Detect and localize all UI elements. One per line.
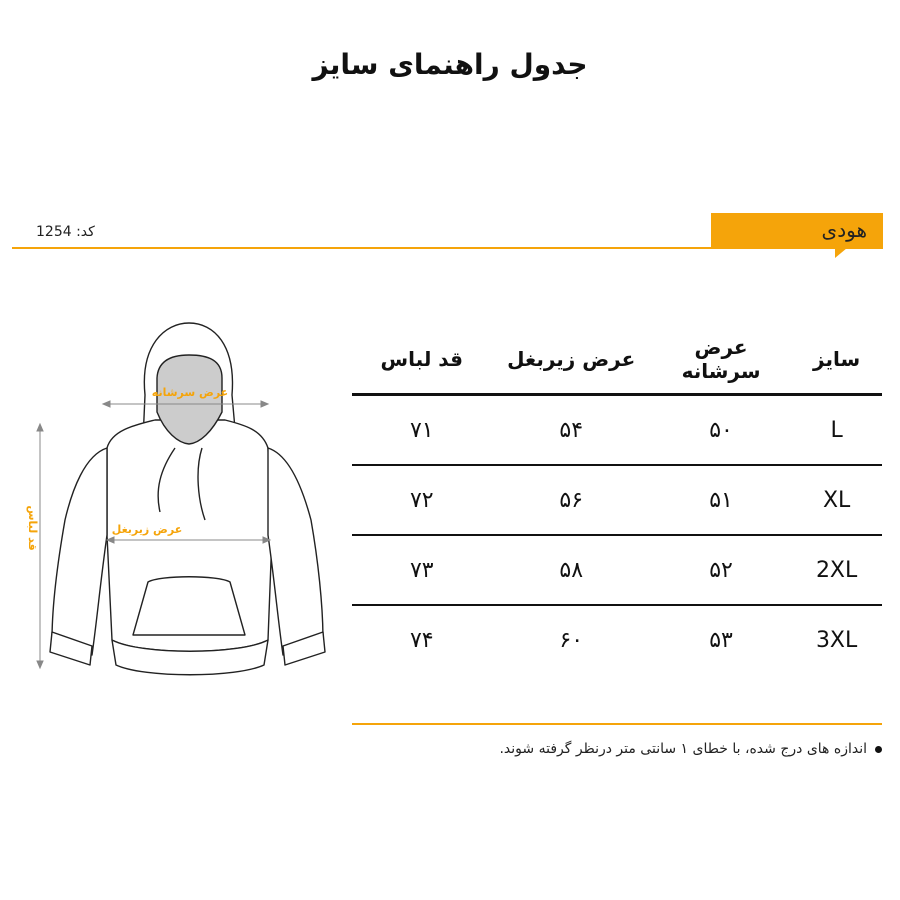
product-tab bbox=[711, 213, 883, 248]
product-code-label: کد: bbox=[76, 224, 95, 240]
product-tab-tail bbox=[835, 248, 847, 258]
cell-size: XL bbox=[791, 465, 882, 535]
size-table bbox=[352, 325, 882, 674]
cell-size: L bbox=[791, 395, 882, 466]
header-shoulder: عرض سرشانه bbox=[681, 335, 761, 383]
table-row bbox=[352, 395, 882, 466]
cell-size: 2XL bbox=[791, 535, 882, 605]
cell-length: ۷۱ bbox=[352, 395, 492, 466]
length-arrow-top bbox=[37, 424, 43, 431]
cell-chest: ۵۶ bbox=[492, 465, 651, 535]
hoodie-diagram bbox=[0, 300, 340, 700]
product-code-value: 1254 bbox=[36, 224, 72, 240]
shoulder-arrow-right bbox=[261, 401, 268, 407]
bullet-icon bbox=[875, 746, 882, 753]
header-chest: عرض زیربغل bbox=[507, 347, 636, 371]
length-label: قد لباس bbox=[26, 505, 39, 551]
table-row bbox=[352, 465, 882, 535]
left-sleeve bbox=[52, 448, 107, 655]
note-text: اندازه های درج شده، با خطای ۱ سانتی متر درنظر گرفته شوند. bbox=[499, 741, 867, 757]
table-row bbox=[352, 605, 882, 674]
length-arrow-bottom bbox=[37, 661, 43, 668]
right-sleeve bbox=[268, 448, 323, 655]
product-code bbox=[36, 224, 95, 240]
shoulder-label: عرض سرشانه bbox=[151, 386, 229, 399]
cell-length: ۷۴ bbox=[352, 605, 492, 674]
cell-chest: ۵۸ bbox=[492, 535, 651, 605]
product-name: هودی bbox=[821, 218, 867, 242]
cell-shoulder: ۵۱ bbox=[651, 465, 791, 535]
cell-shoulder: ۵۰ bbox=[651, 395, 791, 466]
shoulder-arrow-left bbox=[103, 401, 110, 407]
measurement-note bbox=[499, 741, 882, 757]
cell-chest: ۵۴ bbox=[492, 395, 651, 466]
chest-label: عرض زیربغل bbox=[111, 523, 183, 536]
cell-chest: ۶۰ bbox=[492, 605, 651, 674]
cell-shoulder: ۵۲ bbox=[651, 535, 791, 605]
table-row bbox=[352, 535, 882, 605]
table-header-row bbox=[352, 325, 882, 395]
table-footer-divider bbox=[352, 723, 882, 725]
cell-length: ۷۲ bbox=[352, 465, 492, 535]
cell-length: ۷۳ bbox=[352, 535, 492, 605]
cell-size: 3XL bbox=[791, 605, 882, 674]
page-title: جدول راهنمای سایز bbox=[312, 48, 588, 81]
header-size: سایز bbox=[813, 347, 861, 371]
front-pocket bbox=[133, 577, 245, 635]
header-length: قد لباس bbox=[380, 347, 463, 371]
cell-shoulder: ۵۳ bbox=[651, 605, 791, 674]
